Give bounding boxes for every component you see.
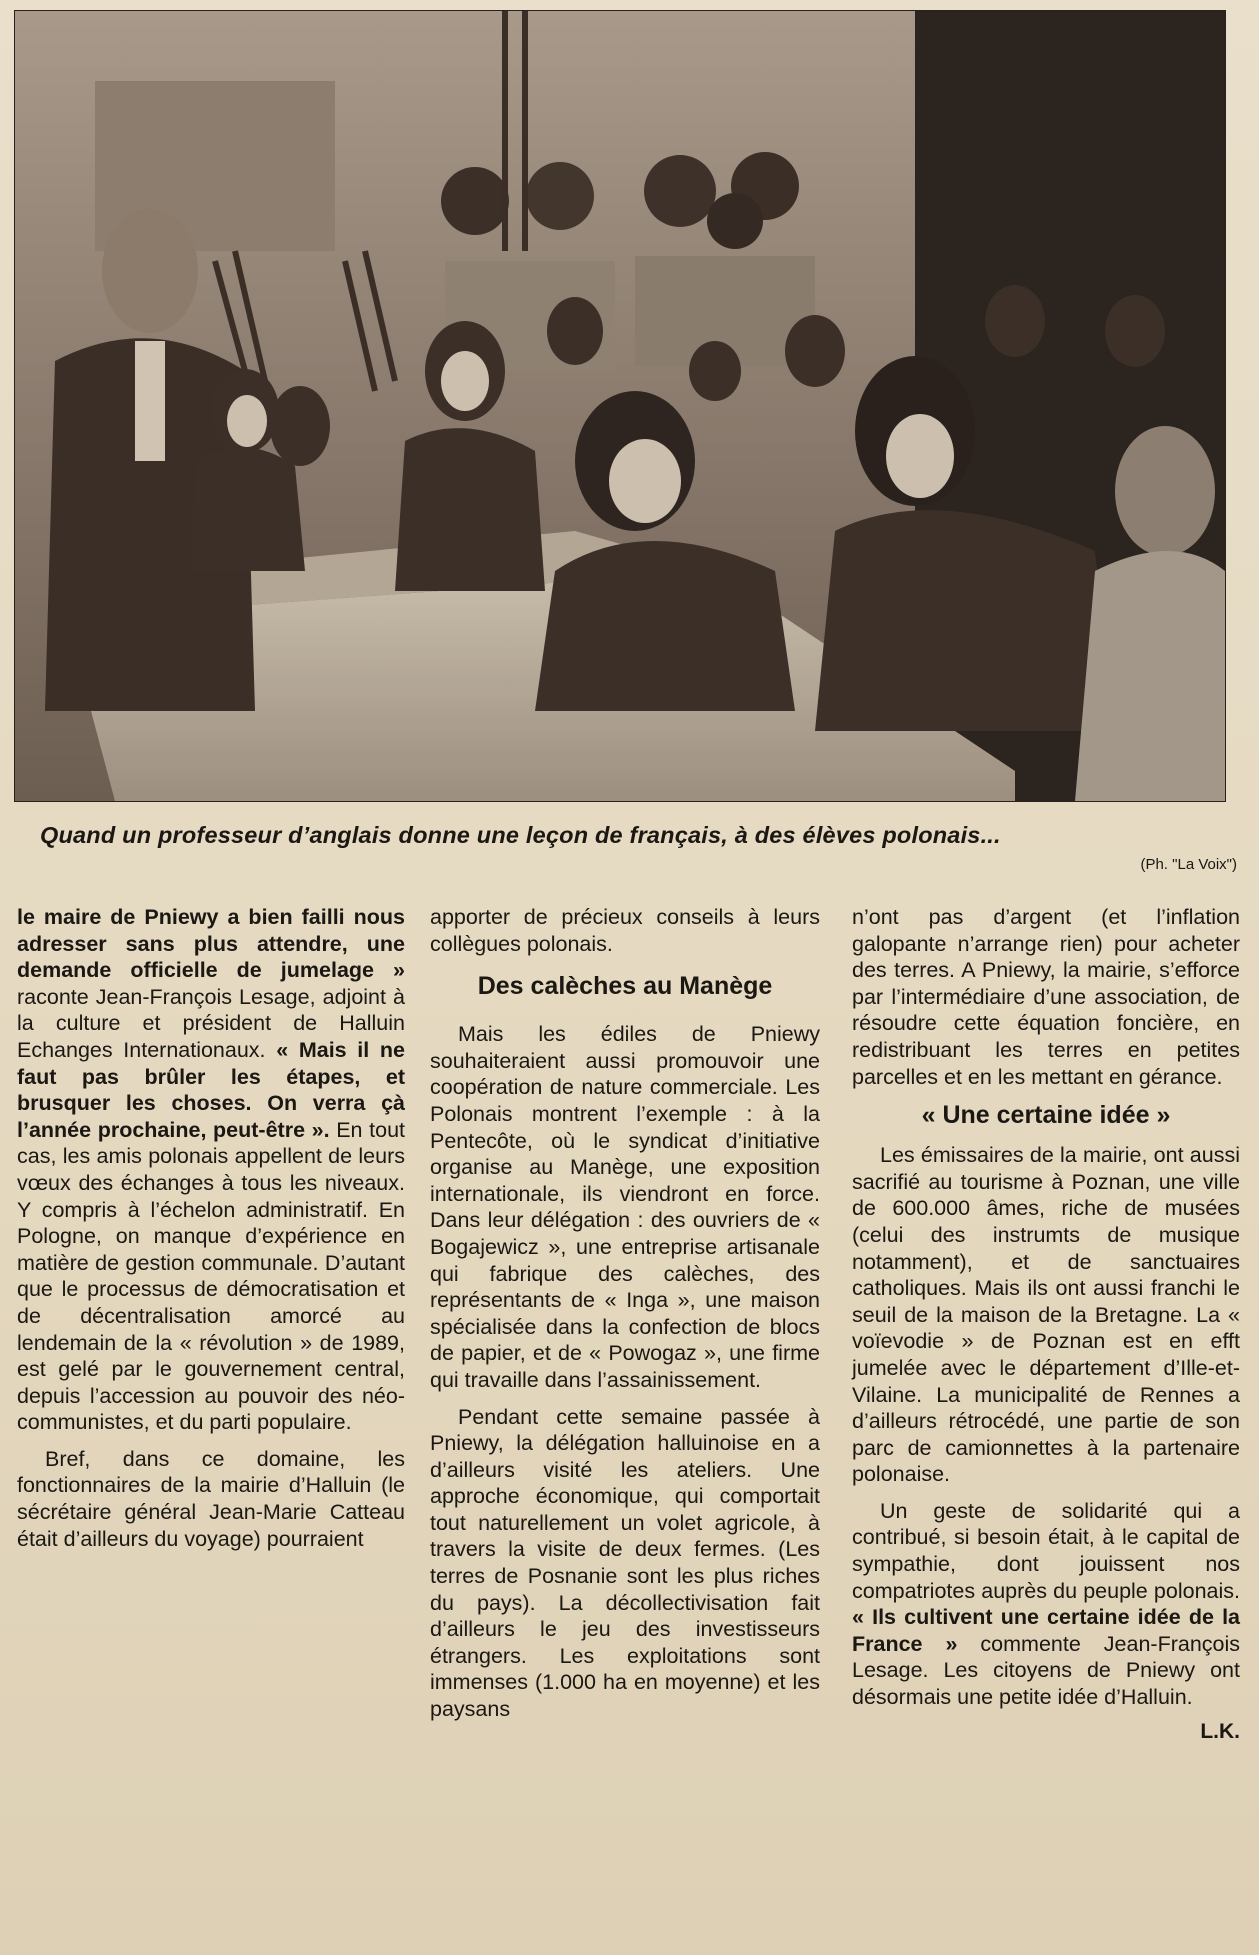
column-1: [17, 904, 405, 1552]
column-3: [852, 904, 1240, 1745]
photo-caption: Quand un professeur d’anglais donne une leçon de français, à des élèves polonais...: [40, 822, 1001, 848]
paragraph: [17, 904, 405, 1436]
paragraph: [852, 1498, 1240, 1711]
paragraph: n’ont pas d’argent (et l’inflation galopante n’arrange rien) pour acheter des terres. A Pniewy, la mairie, s’efforce par l’intermédiaire d’une association, de résoudre cette équation foncière, en redistribuant les terres en petites parcelles et en les mettant en gérance.: [852, 905, 1240, 1089]
quote-bold: le maire de Pniewy a bien failli nous adresser sans plus attendre, une demande officielle de jumelage »: [17, 905, 405, 983]
paragraph: apporter de précieux conseils à leurs collègues polonais.: [430, 905, 820, 956]
paragraph: Mais les édiles de Pniewy souhaiteraient aussi promouvoir une coopération de nature commerciale. Les Polonais montrent l’exemple : à la Pentecôte, où le syndicat d’initiative organise au Manège, une exposition internationale, ils viendront en force. Dans leur délégation : des ouvriers de « Bogajewicz », une entreprise artisanale qui fabrique des calèches, des représentants de « Inga », une maison spécialisée dans la confection de blocs de papier, et de « Powogaz », une firme qui travaille dans l’assainissement.: [430, 1022, 820, 1392]
subheading: « Une certaine idée »: [921, 1101, 1171, 1130]
text: commente Jean-François Lesage. Les citoyens de Pniewy ont désormais une petite idée d’Halluin.: [852, 1631, 1241, 1710]
text: raconte Jean-François Lesage, adjoint à la culture et président de Halluin Echanges Internationaux.: [17, 984, 405, 1062]
author-signature: L.K.: [1200, 1719, 1240, 1743]
photo-illustration: [15, 11, 1225, 801]
text: En tout cas, les amis polonais appellent de leurs vœux des échanges à tous les niveaux. Y compris à l’échelon administratif. En Pologne, on manque d’expérience en matière de gestion communale. D’autant que le processus de démocratisation et de décentralisation amorcé au lendemain de la « révolution » de 1989, est gelé par le gouvernement central, depuis l’accession au pouvoir des néo-communistes, et du parti populaire.: [17, 1117, 405, 1435]
paragraph: Les émissaires de la mairie, ont aussi sacrifié au tourisme à Poznan, une ville de 600.000 âmes, riche de musées (celui des instrumts de musique notamment), et de sanctuaires catholiques. Mais ils ont aussi franchi le seuil de la maison de la Bretagne. La « voïevodie » de Poznan est en efft jumelée avec le département d’Ille-et-Vilaine. La municipalité de Rennes a d’ailleurs rétrocédé, une partie de son parc de camionnettes à la partenaire polonaise.: [852, 1143, 1240, 1487]
text: Un geste de solidarité qui a contribué, si besoin était, à le capital de sympathie, dont jouissent nos compatriotes auprès du peuple polonais.: [852, 1498, 1240, 1603]
photo-credit: (Ph. "La Voix"): [1140, 856, 1237, 873]
subheading: Des calèches au Manège: [477, 972, 773, 1001]
quote-bold: « Mais il ne faut pas brûler les étapes, et brusquer les choses. On verra çà l’année prochaine, peut-être ».: [17, 1037, 405, 1142]
quote-bold: « Ils cultivent une certaine idée de la France »: [852, 1605, 1240, 1656]
column-2: [430, 904, 820, 1723]
classroom-photo: [14, 10, 1226, 802]
paragraph: Bref, dans ce domaine, les fonctionnaires de la mairie d’Halluin (le sécrétaire général Jean-Marie Catteau était d’ailleurs du voyage) pourraient: [17, 1446, 405, 1551]
paragraph: Pendant cette semaine passée à Pniewy, la délégation halluinoise en a d’ailleurs visité les ateliers. Une approche économique, qui comportait tout naturellement un volet agricole, à travers la visite de deux fermes. (Les terres de Posnanie sont les plus riches du pays). La décollectivisation fait d’ailleurs le jeu des investisseurs étrangers. Les exploitations sont immenses (1.000 ha en moyenne) et les paysans: [430, 1404, 820, 1722]
